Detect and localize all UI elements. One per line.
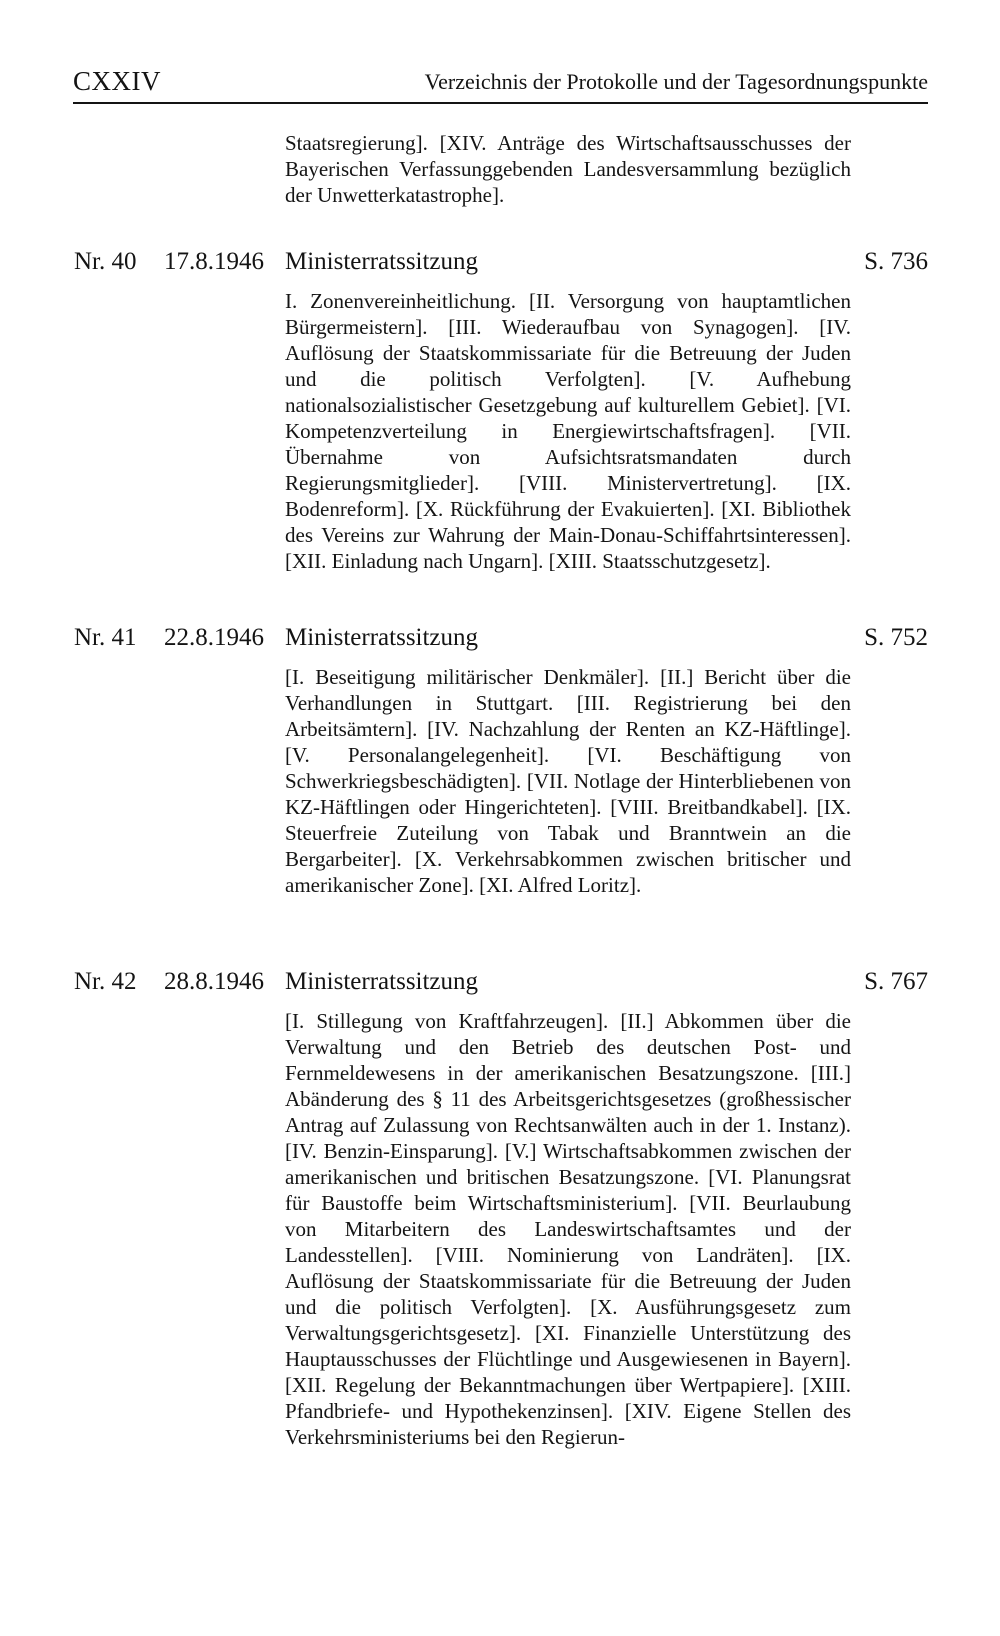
entry-number: Nr. 42	[74, 968, 137, 995]
entry-title: Ministerratssitzung	[285, 968, 479, 995]
entry-number: Nr. 41	[74, 624, 137, 651]
entry-date: 22.8.1946	[164, 624, 264, 651]
running-title: Verzeichnis der Protokolle und der Tagesordnungspunkte	[424, 69, 928, 94]
entry-heading	[0, 248, 1000, 284]
entry-page-reference: S. 752	[864, 624, 928, 651]
entry-number: Nr. 40	[74, 248, 137, 275]
entry-heading	[0, 624, 1000, 660]
entry-title: Ministerratssitzung	[285, 248, 479, 275]
entry-page-reference: S. 736	[864, 248, 928, 275]
entry-heading	[0, 968, 1000, 1004]
protocol-entry-40	[0, 248, 1000, 574]
page-number: CXXIV	[73, 66, 161, 96]
protocol-entry-41	[0, 624, 1000, 898]
continuation-block	[0, 130, 1000, 208]
page-header	[73, 66, 928, 104]
entry-agenda: I. Zonenvereinheitlichung. [II. Versorgung von hauptamtlichen Bürgermeistern]. [III. Wiederaufbau von Synagogen]. [IV. Auflösung der Staatskommissariate für die Betreuung der Juden und die politisch Verfolgten]. [V. Aufhebung nationalsozialistischer Gesetzgebung auf kulturellem Gebiet]. [VI. Kompetenzverteilung in Energiewirtschaftsfragen]. [VII. Übernahme von Aufsichtsratsmandaten durch Regierungsmitglieder]. [VIII. Ministervertretung]. [IX. Bodenreform]. [X. Rückführung der Evakuierten]. [XI. Bibliothek des Vereins zur Wahrung der Main-Donau-Schiffahrtsinteressen]. [XII. Einladung nach Ungarn]. [XIII. Staatsschutzgesetz].	[285, 289, 851, 573]
continuation-text: Staatsregierung]. [XIV. Anträge des Wirtschaftsausschusses der Bayerischen Verfassunggebenden Landesversammlung bezüglich der Unwetterkatastrophe].	[285, 131, 851, 207]
entry-title: Ministerratssitzung	[285, 624, 479, 651]
entry-page-reference: S. 767	[864, 968, 928, 995]
entry-date: 17.8.1946	[164, 248, 264, 275]
entry-agenda: [I. Beseitigung militärischer Denkmäler]. [II.] Bericht über die Verhandlungen in Stuttgart. [III. Registrierung bei den Arbeitsämtern]. [IV. Nachzahlung der Renten an KZ-Häftlinge]. [V. Personalangelegenheit]. [VI. Beschäftigung von Schwerkriegsbeschädigten]. [VII. Notlage der Hinterbliebenen von KZ-Häftlingen oder Hingerichteten]. [VIII. Breitbandkabel]. [IX. Steuerfreie Zuteilung von Tabak und Branntwein an die Bergarbeiter]. [X. Verkehrsabkommen zwischen britischer und amerikanischer Zone]. [XI. Alfred Loritz].	[285, 665, 851, 897]
protocol-entry-42	[0, 968, 1000, 1450]
entry-agenda: [I. Stillegung von Kraftfahrzeugen]. [II.] Abkommen über die Verwaltung und den Betrieb des deutschen Post- und Fernmeldewesens in der amerikanischen Besatzungszone. [III.] Abänderung des § 11 des Arbeitsgerichtsgesetzes (großhessischer Antrag auf Zulassung von Rechtsanwälten auch in der 1. Instanz). [IV. Benzin-Einsparung]. [V.] Wirtschaftsabkommen zwischen der amerikanischen und britischen Besatzungszone. [VI. Planungsrat für Baustoffe beim Wirtschaftsministerium]. [VII. Beurlaubung von Mitarbeitern des Landeswirtschaftsamtes und der Landesstellen]. [VIII. Nominierung von Landräten]. [IX. Auflösung der Staatskommissariate für die Betreuung der Juden und die politisch Verfolgten]. [X. Ausführungsgesetz zum Verwaltungsgerichtsgesetz]. [XI. Finanzielle Unterstützung des Hauptausschusses der Flüchtlinge und Ausgewiesenen in Bayern]. [XII. Regelung der Bekanntmachungen über Wertpapiere]. [XIII. Pfandbriefe- und Hypothekenzinsen]. [XIV. Eigene Stellen des Verkehrsministeriums bei den Regierun-	[285, 1009, 851, 1449]
entry-date: 28.8.1946	[164, 968, 264, 995]
